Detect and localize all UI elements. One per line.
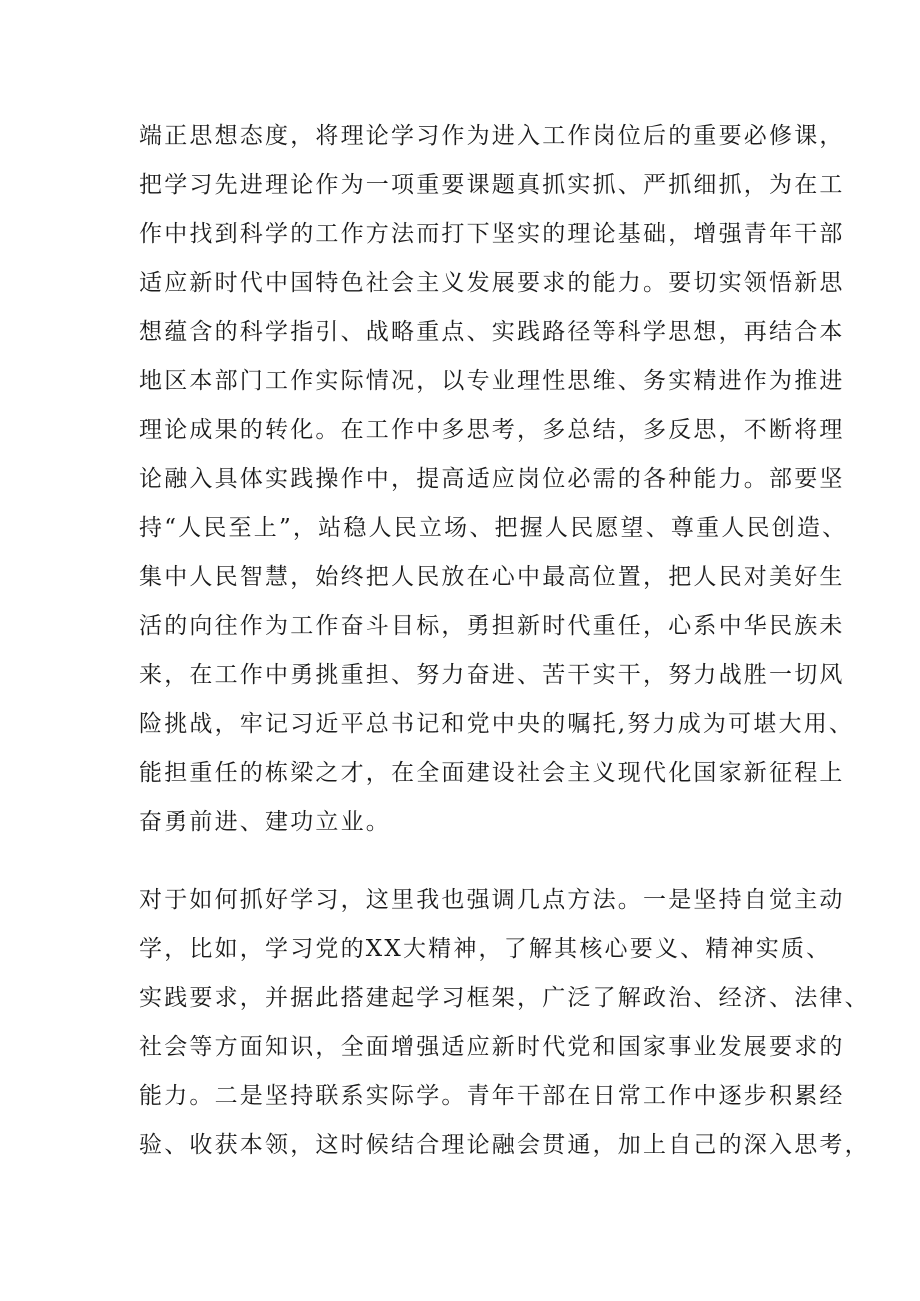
- text-line: 能力。二是坚持联系实际学。青年干部在日常工作中逐步积累经: [139, 1083, 845, 1109]
- text-line: 端正思想态度，将理论学习作为进入工作岗位后的重要必修课，: [139, 123, 845, 149]
- paragraph-2: [139, 876, 870, 1170]
- text-line: 奋勇前进、建功立业。: [139, 809, 391, 835]
- text-line: 持“人民至上”，站稳人民立场、把握人民愿望、尊重人民创造、: [139, 515, 848, 541]
- text-line: 活的向往作为工作奋斗目标，勇担新时代重任，心系中华民族未: [139, 613, 845, 639]
- text-line: 论融入具体实践操作中，提高适应岗位必需的各种能力。部要坚: [139, 466, 845, 492]
- text-line: 险挑战，牢记习近平总书记和党中央的嘱托,努力成为可堪大用、: [139, 711, 855, 737]
- text-line: 适应新时代中国特色社会主义发展要求的能力。要切实领悟新思: [139, 270, 845, 296]
- text-line: 地区本部门工作实际情况，以专业理性思维、务实精进作为推进: [139, 368, 845, 394]
- paragraph-1: [139, 112, 855, 847]
- text-line: 能担重任的栋梁之才，在全面建设社会主义现代化国家新征程上: [139, 760, 845, 786]
- text-line: 作中找到科学的工作方法而打下坚实的理论基础，增强青年干部: [139, 221, 845, 247]
- text-line: 学，比如，学习党的XX大精神，了解其核心要义、精神实质、: [139, 936, 832, 962]
- text-line: 对于如何抓好学习，这里我也强调几点方法。一是坚持自觉主动: [139, 887, 845, 913]
- text-line: 想蕴含的科学指引、战略重点、实践路径等科学思想，再结合本: [139, 319, 845, 345]
- text-line: 实践要求，并据此搭建起学习框架，广泛了解政治、经济、法律、: [139, 985, 870, 1011]
- text-line: 社会等方面知识，全面增强适应新时代党和国家事业发展要求的: [139, 1034, 845, 1060]
- text-line: 来，在工作中勇挑重担、努力奋进、苦干实干，努力战胜一切风: [139, 662, 845, 688]
- text-line: 验、收获本领，这时候结合理论融会贯通，加上自己的深入思考，: [139, 1132, 870, 1158]
- text-line: 把学习先进理论作为一项重要课题真抓实抓、严抓细抓，为在工: [139, 172, 845, 198]
- text-line: 集中人民智慧，始终把人民放在心中最高位置，把人民对美好生: [139, 564, 845, 590]
- text-line: 理论成果的转化。在工作中多思考，多总结，多反思，不断将理: [139, 417, 845, 443]
